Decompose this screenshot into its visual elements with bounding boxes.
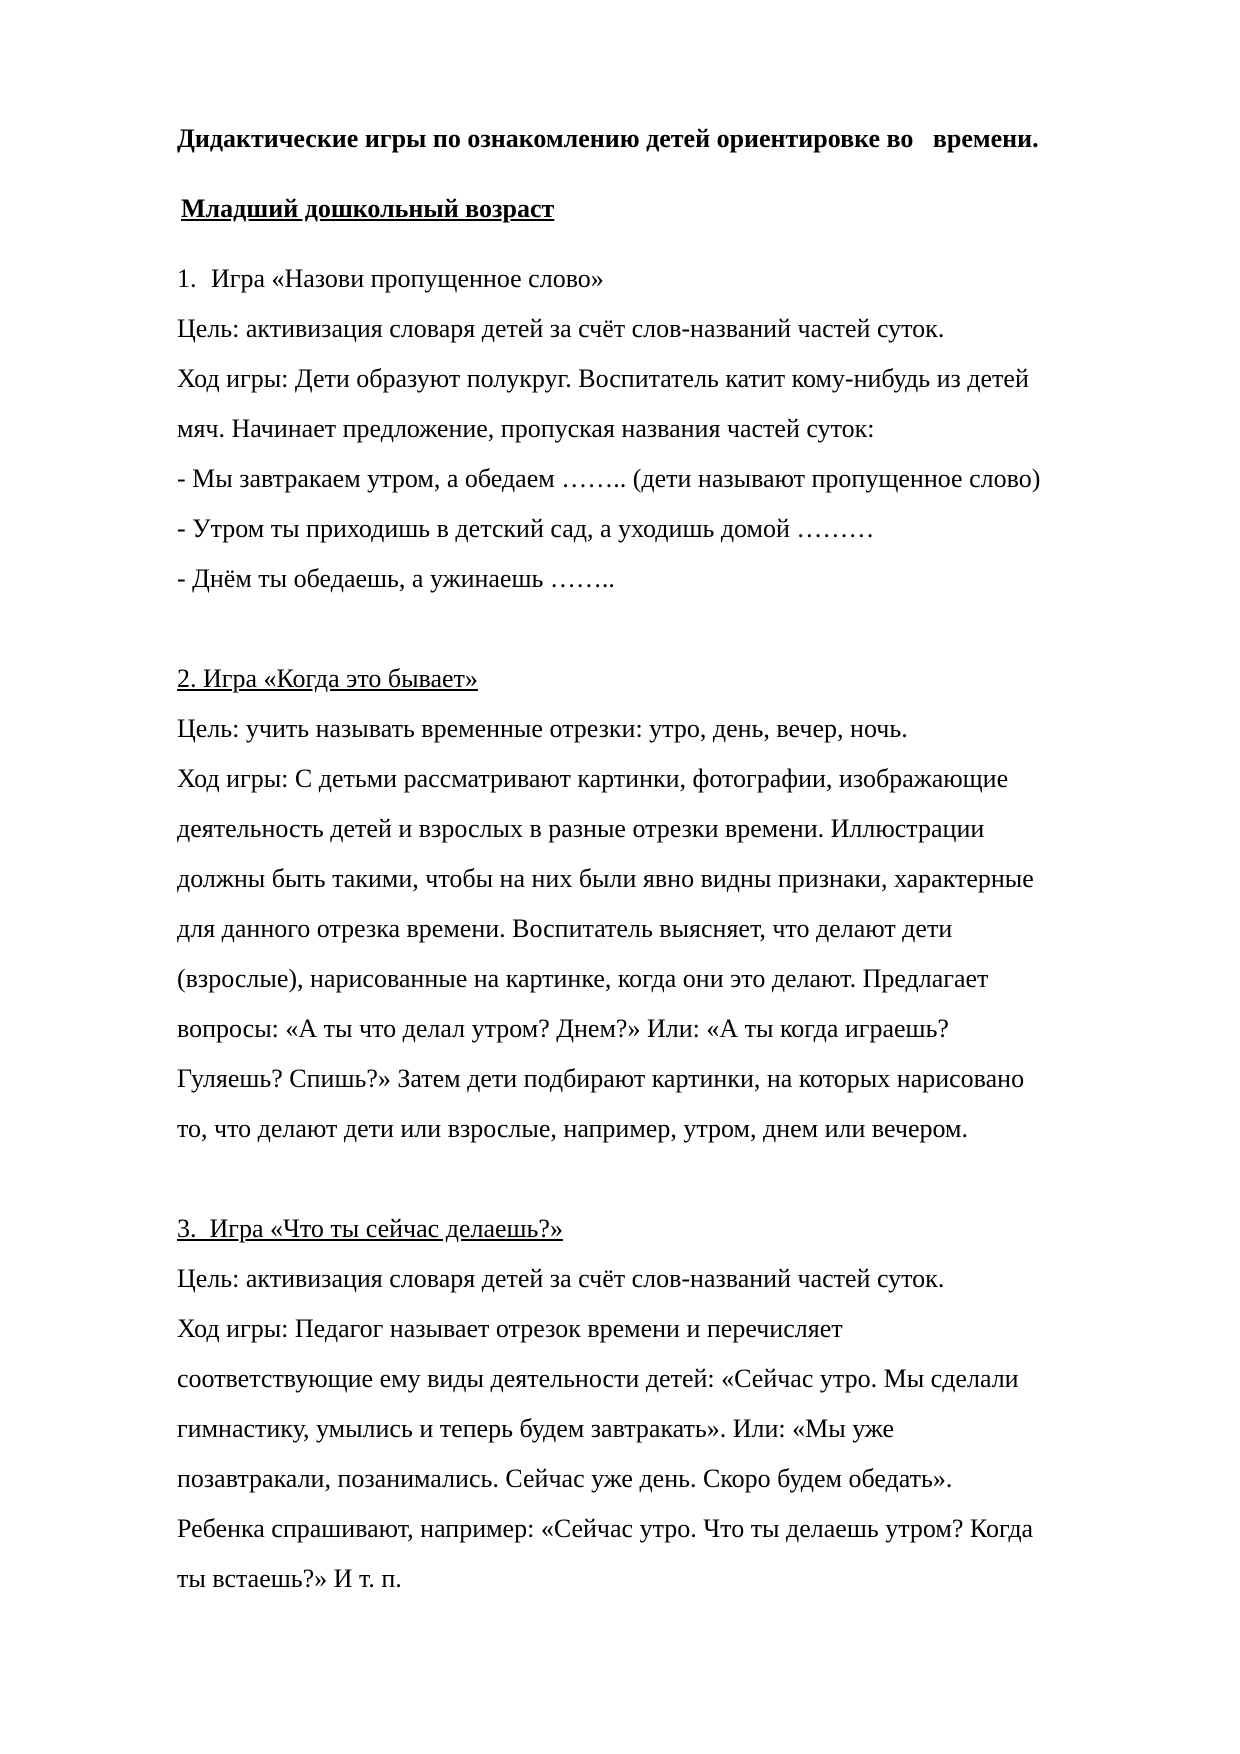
document-body <box>177 104 1157 1604</box>
game-2-line: Гуляешь? Спишь?» Затем дети подбирают картинки, на которых нарисовано <box>177 1064 1025 1093</box>
game-2-title: 2. Игра «Когда это бывает» <box>177 664 478 693</box>
game-1-line: Цель: активизация словаря детей за счёт слов-названий частей суток. <box>177 314 945 343</box>
spacer <box>177 234 1157 254</box>
game-1-line: - Днём ты обедаешь, а ужинаешь …….. <box>177 564 615 593</box>
game-3-line: Ход игры: Педагог называет отрезок времени и перечисляет <box>177 1314 843 1343</box>
game-2-line: то, что делают дети или взрослые, например, утром, днем или вечером. <box>177 1114 969 1143</box>
game-1-number: 1. <box>177 264 197 293</box>
game-2-line: Ход игры: С детьми рассматривают картинки, фотографии, изображающие <box>177 764 1009 793</box>
game-3-line: гимнастику, умылись и теперь будем завтракать». Или: «Мы уже <box>177 1414 895 1443</box>
game-3-line: соответствующие ему виды деятельности детей: «Сейчас утро. Мы сделали <box>177 1364 1019 1393</box>
game-3-line: ты встаешь?» И т. п. <box>177 1564 402 1593</box>
spacer <box>177 604 1157 654</box>
game-2-line: деятельность детей и взрослых в разные отрезки времени. Иллюстрации <box>177 814 985 843</box>
game-2-line: Цель: учить называть временные отрезки: утро, день, вечер, ночь. <box>177 714 908 743</box>
game-2-line: должны быть такими, чтобы на них были явно видны признаки, характерные <box>177 864 1034 893</box>
game-2-heading <box>177 654 1157 704</box>
spacer <box>177 164 1157 184</box>
game-1-line: - Утром ты приходишь в детский сад, а уходишь домой ……… <box>177 514 875 543</box>
game-3-title: 3. Игра «Что ты сейчас делаешь?» <box>177 1214 563 1243</box>
spacer <box>177 1154 1157 1204</box>
game-2-line: вопросы: «А ты что делал утром? Днем?» Или: «А ты когда играешь? <box>177 1014 949 1043</box>
game-3-line: Ребенка спрашивают, например: «Сейчас утро. Что ты делаешь утром? Когда <box>177 1514 1034 1543</box>
document-title: Дидактические игры по ознакомлению детей ориентировке во времени. <box>177 124 1039 153</box>
game-1-title: Игра «Назови пропущенное слово» <box>211 264 604 293</box>
game-1-line: мяч. Начинает предложение, пропуская названия частей суток: <box>177 414 875 443</box>
game-2-line: для данного отрезка времени. Воспитатель выясняет, что делают дети <box>177 914 953 943</box>
game-1-line: - Мы завтракаем утром, а обедаем …….. (дети называют пропущенное слово) <box>177 464 1041 493</box>
game-2-line: (взрослые), нарисованные на картинке, когда они это делают. Предлагает <box>177 964 989 993</box>
section-heading: Младший дошкольный возраст <box>181 194 555 223</box>
game-1-heading <box>177 254 1157 304</box>
game-1-line: Ход игры: Дети образуют полукруг. Воспитатель катит кому-нибудь из детей <box>177 364 1029 393</box>
game-3-line: Цель: активизация словаря детей за счёт слов-названий частей суток. <box>177 1264 945 1293</box>
game-3-line: позавтракали, позанимались. Сейчас уже день. Скоро будем обедать». <box>177 1464 953 1493</box>
game-3-heading <box>177 1204 1157 1254</box>
